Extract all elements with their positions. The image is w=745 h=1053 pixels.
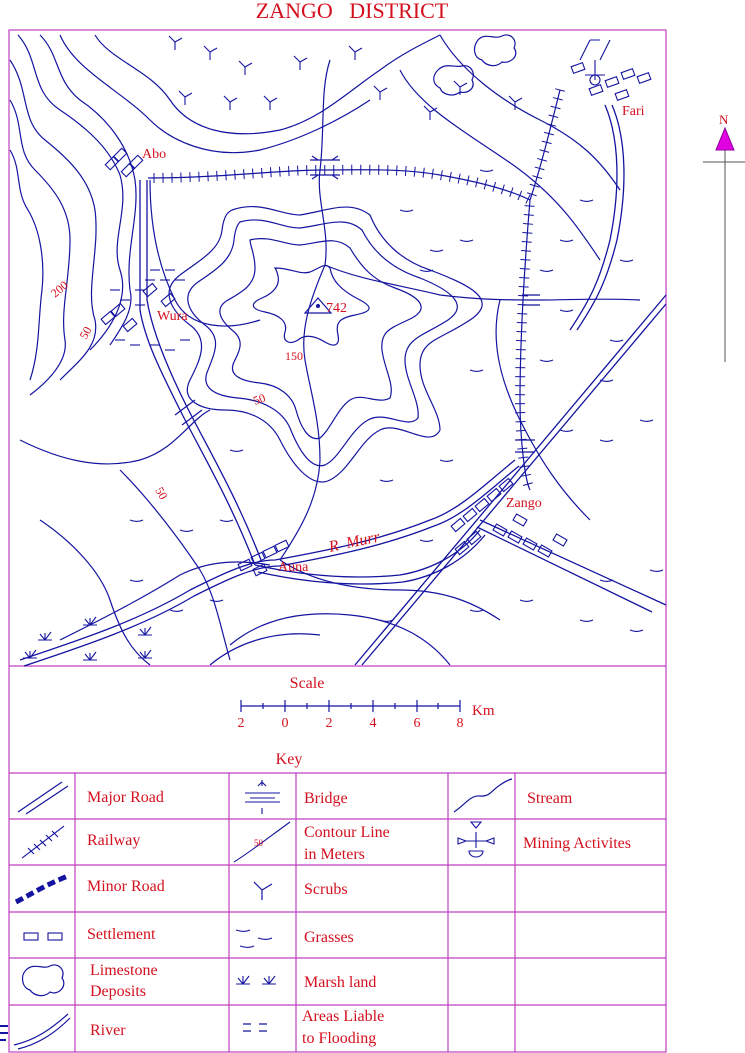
scrub-symbol bbox=[224, 96, 237, 110]
key-symbol-river bbox=[0, 1014, 70, 1049]
place-label-fari: Fari bbox=[622, 104, 645, 119]
marsh-symbol bbox=[38, 632, 52, 640]
scrub-symbol bbox=[424, 106, 437, 120]
railway-tie bbox=[523, 224, 533, 225]
grass-symbol bbox=[560, 310, 573, 312]
key-symbol-railway bbox=[22, 826, 64, 858]
grass-symbol bbox=[470, 370, 483, 372]
key-label-scrubs: Scrubs bbox=[304, 881, 348, 898]
grass-symbol bbox=[420, 270, 433, 272]
scale-title: Scale bbox=[289, 675, 325, 692]
scale-tick-label: 0 bbox=[281, 716, 289, 731]
railway-tie bbox=[279, 167, 280, 177]
key-symbol-marsh bbox=[236, 976, 276, 984]
key-label-flood: to Flooding bbox=[302, 1030, 377, 1047]
key-label-grasses: Grasses bbox=[304, 929, 354, 946]
settlement-symbol bbox=[637, 73, 651, 84]
railway-tie bbox=[235, 170, 236, 180]
railway-tie bbox=[525, 206, 535, 207]
grass-symbol bbox=[650, 570, 663, 572]
settlement-symbol bbox=[508, 531, 522, 543]
scrub-symbol bbox=[169, 36, 182, 50]
railway-tie bbox=[521, 250, 531, 251]
railway-tie bbox=[518, 457, 528, 458]
scrub-symbols bbox=[169, 36, 522, 120]
north-label: N bbox=[719, 112, 729, 127]
key-label-major-road: Major Road bbox=[87, 789, 164, 806]
grass-symbol bbox=[600, 440, 613, 442]
settlement-symbol bbox=[143, 283, 157, 296]
settlement-symbol bbox=[451, 518, 465, 531]
grass-symbol bbox=[430, 250, 443, 252]
grass-symbol bbox=[600, 580, 613, 582]
key-symbol-settlement bbox=[24, 933, 62, 940]
key-symbol-stream bbox=[454, 779, 512, 812]
grass-symbol bbox=[520, 600, 533, 602]
settlement-symbol bbox=[538, 545, 552, 557]
settlement-symbol bbox=[523, 538, 537, 550]
grass-symbol bbox=[230, 450, 243, 452]
key-symbol-contour bbox=[234, 822, 290, 862]
key-label-mining: Mining Activites bbox=[523, 835, 631, 852]
railway-tie bbox=[414, 167, 415, 177]
grass-symbol bbox=[400, 210, 413, 212]
railway-tie bbox=[423, 168, 424, 178]
grass-symbol bbox=[420, 540, 433, 542]
grass-symbol bbox=[480, 170, 493, 172]
grass-symbol bbox=[180, 530, 193, 532]
grass-symbol bbox=[440, 460, 453, 462]
key-label-contour: in Meters bbox=[304, 846, 365, 863]
marsh-symbol bbox=[83, 652, 97, 660]
contour-lines bbox=[10, 35, 620, 665]
grass-symbol bbox=[470, 610, 483, 612]
contour-label: 50 bbox=[152, 484, 171, 502]
settlement-symbol bbox=[605, 77, 619, 88]
scale-tick-label: 2 bbox=[237, 716, 245, 731]
scrub-symbol bbox=[374, 86, 387, 100]
railway-tie bbox=[405, 166, 406, 176]
grass-symbol bbox=[600, 380, 613, 382]
scale-bar bbox=[241, 700, 460, 712]
grass-symbol bbox=[130, 520, 143, 522]
mining-activity bbox=[580, 40, 610, 85]
railway-tie bbox=[262, 168, 263, 178]
railway-tie bbox=[519, 277, 529, 278]
key-label-railway: Railway bbox=[87, 832, 141, 849]
contour-label: 150 bbox=[285, 349, 303, 363]
place-label-abo: Abo bbox=[142, 147, 167, 162]
key-label-marsh: Marsh land bbox=[304, 974, 377, 991]
railway-tie bbox=[253, 169, 254, 179]
scale-tick-label: 6 bbox=[413, 716, 421, 731]
railway-tie bbox=[519, 286, 529, 287]
scale-tick-label: 4 bbox=[369, 716, 377, 731]
settlement-symbol bbox=[571, 63, 585, 74]
settlement-symbol bbox=[263, 546, 277, 557]
key-label-minor-road: Minor Road bbox=[87, 878, 165, 895]
grass-symbol bbox=[620, 260, 633, 262]
key-labels-col2 bbox=[302, 790, 390, 1047]
grass-symbol bbox=[460, 240, 473, 242]
key-symbol-major-road bbox=[18, 782, 68, 814]
scale-unit: Km bbox=[472, 703, 495, 719]
grass-symbol bbox=[540, 270, 553, 272]
map-title: ZANGO DISTRICT bbox=[255, 0, 449, 23]
river-murr bbox=[20, 460, 519, 666]
grass-symbol bbox=[560, 240, 573, 242]
railway-tie bbox=[226, 170, 227, 180]
contour-label: 50 bbox=[76, 324, 95, 342]
key-label-settlement: Settlement bbox=[87, 926, 156, 943]
grass-symbol bbox=[630, 630, 643, 632]
key-symbol-flood bbox=[243, 1024, 267, 1031]
settlement-symbol bbox=[251, 552, 265, 563]
key-symbol-scrubs bbox=[254, 882, 272, 900]
railway-tie bbox=[522, 233, 532, 234]
grass-symbol bbox=[220, 520, 233, 522]
marsh-symbols bbox=[23, 617, 152, 660]
place-label-wura: Wura bbox=[157, 309, 188, 324]
key-label-river: River bbox=[90, 1022, 126, 1039]
bridges bbox=[175, 156, 540, 452]
grass-symbol bbox=[540, 360, 553, 362]
railway-tie bbox=[516, 430, 526, 431]
railway-tie bbox=[522, 242, 532, 243]
contour-label: 50 bbox=[251, 390, 268, 408]
settlement-symbol bbox=[589, 85, 603, 96]
railway-tie bbox=[270, 167, 271, 177]
key-symbol-limestone bbox=[23, 965, 64, 996]
scrub-symbol bbox=[264, 96, 277, 110]
railway-tie bbox=[520, 259, 530, 260]
key-symbol-grasses bbox=[236, 930, 272, 948]
key-symbol-mining bbox=[458, 822, 494, 857]
scrub-symbol bbox=[294, 56, 307, 70]
grass-symbol bbox=[580, 620, 593, 622]
key-symbol-bridge bbox=[245, 780, 280, 814]
key-label-limestone: Deposits bbox=[90, 983, 146, 1000]
key-label-flood: Areas Liable bbox=[302, 1008, 385, 1025]
railway-tie bbox=[217, 171, 218, 181]
railway-tie bbox=[208, 171, 209, 181]
marsh-symbol bbox=[138, 627, 152, 635]
railway-tie bbox=[244, 169, 245, 179]
grass-symbol bbox=[610, 340, 623, 342]
grass-symbol bbox=[560, 430, 573, 432]
grass-symbol bbox=[210, 600, 223, 602]
grass-symbols bbox=[130, 170, 663, 632]
key-contour-sample: 50 bbox=[254, 838, 263, 848]
settlement-symbol bbox=[493, 524, 507, 536]
grass-symbol bbox=[170, 610, 183, 612]
key-label-bridge: Bridge bbox=[304, 790, 348, 807]
marsh-symbol bbox=[83, 617, 97, 625]
grass-symbol bbox=[640, 420, 653, 422]
grass-symbol bbox=[380, 480, 393, 482]
marsh-symbol bbox=[23, 650, 37, 658]
key-label-contour: Contour Line bbox=[304, 824, 390, 841]
grass-symbol bbox=[130, 580, 143, 582]
contour-label: 200 bbox=[47, 278, 71, 301]
river-label: R Murr bbox=[327, 528, 382, 556]
key-label-limestone: Limestone bbox=[90, 962, 158, 979]
settlement-symbol bbox=[513, 514, 527, 526]
spot-height-label: 742 bbox=[326, 301, 347, 316]
place-label-auna: Auna bbox=[278, 560, 309, 575]
scrub-symbol bbox=[239, 61, 252, 75]
scrub-symbol bbox=[349, 46, 362, 60]
settlement-symbol bbox=[615, 90, 629, 101]
railway-tie bbox=[289, 166, 290, 176]
scale-ticks bbox=[238, 716, 464, 731]
railway-tie bbox=[520, 268, 530, 269]
key-labels-col3 bbox=[523, 790, 631, 852]
key-label-stream: Stream bbox=[527, 790, 573, 807]
key-labels-col1 bbox=[87, 789, 165, 1039]
settlement-symbol bbox=[553, 534, 567, 546]
railway-tie bbox=[517, 448, 527, 449]
north-arrow bbox=[703, 112, 745, 362]
settlement-symbol bbox=[621, 69, 635, 80]
major-road bbox=[355, 295, 666, 665]
place-labels bbox=[142, 104, 645, 575]
scrub-symbol bbox=[179, 91, 192, 105]
settlement-symbol bbox=[121, 163, 134, 176]
place-label-zango: Zango bbox=[506, 496, 542, 511]
key-symbol-minor-road bbox=[16, 876, 68, 902]
railway-tie bbox=[524, 215, 534, 216]
scrub-symbol bbox=[204, 46, 217, 60]
grass-symbol bbox=[580, 200, 593, 202]
scale-tick-label: 8 bbox=[456, 716, 464, 731]
key-title: Key bbox=[275, 751, 303, 768]
settlement-symbol bbox=[463, 508, 477, 521]
scale-tick-label: 2 bbox=[325, 716, 333, 731]
